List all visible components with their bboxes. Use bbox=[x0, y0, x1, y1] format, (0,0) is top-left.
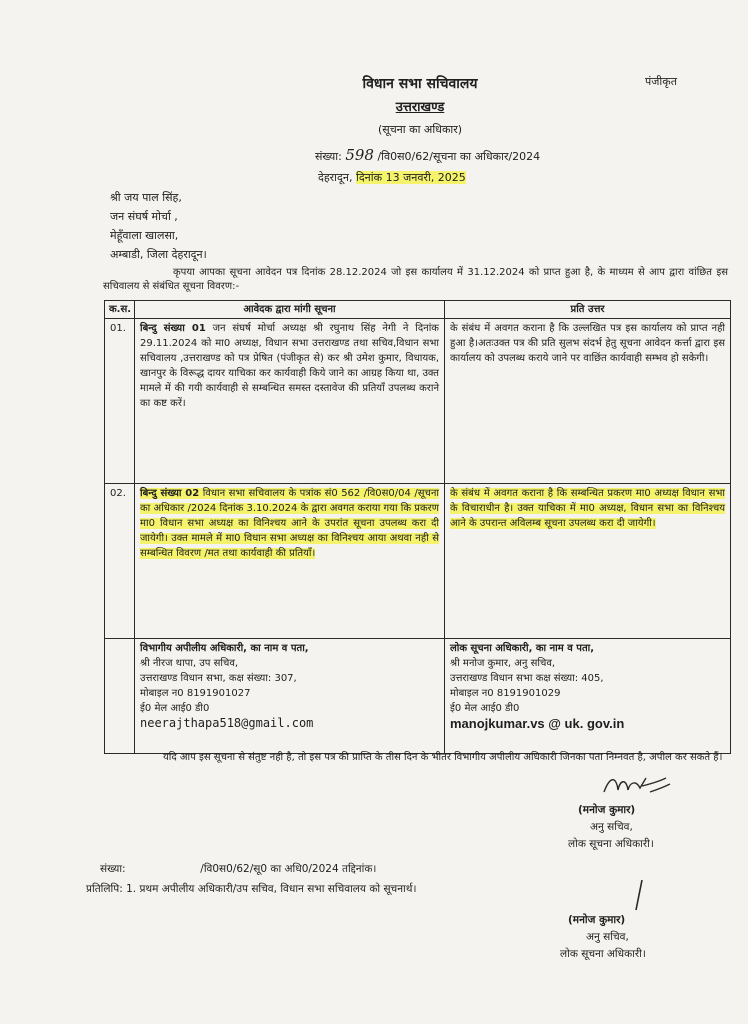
appellate-email-label: ई0 मेल आई0 डी0 bbox=[140, 703, 210, 714]
ref-rest: /वि0स0/62/सूचना का अधिकार/2024 bbox=[377, 150, 541, 163]
query-text: जन संघर्ष मोर्चा अध्यक्ष श्री रघुनाथ सिंह नेगी ने दिनांक 29.11.2024 को मा0 अध्यक्ष, विधान सभा उत्तराखण्ड तथा सचिव,विधान सभा सचिवालय ,उत्तराखण्ड को पत्र प्रेषित (पंजीकृत से) कर श्री उमेश कुमार, विधायक, खानपुर के विरूद्ध दायर याचिका कर कार्यवाही किये जाने का आग्रह किया था, उक्त मामले में की गयी कार्यवाही से सम्बन्धित समस्त दस्तावेज की प्रतियाँ उपलब्ध कराने का कष्ट करें। bbox=[140, 323, 439, 409]
state-title: उत्तराखण्ड bbox=[395, 100, 445, 115]
row-reply: के संबंध में अवगत कराना है कि उल्लखित पत्र इस कार्यालय को प्राप्त नही हुआ है।अतःउक्त पत्र की प्रति सुलभ संदर्भ हेतु सूचना आवेदन कर्त्ता द्वारा इस कार्यालय को उपलब्ध कराये जाने पर वाछिंत कार्यवाही सम्भव हो सकेगी। bbox=[445, 319, 731, 484]
pio-officer-cell bbox=[445, 639, 731, 754]
reference-line bbox=[315, 146, 540, 164]
table-header-row bbox=[105, 301, 731, 319]
office-title: विधान सभा सचिवालय bbox=[362, 76, 478, 92]
appellate-officer-cell bbox=[135, 639, 445, 754]
appellate-title: विभागीय अपीलीय अधिकारी, का नाम व पता, bbox=[140, 643, 309, 654]
footer-ref-rest: /वि0स0/62/सू0 का अधि0/2024 तद्दिनांक। bbox=[200, 863, 377, 875]
copy-line bbox=[86, 882, 416, 896]
row-sn: 02. bbox=[105, 484, 135, 639]
reply-text: के संबंध में अवगत कराना है कि सम्बन्धित प्रकरण मा0 अध्यक्ष विधान सभा के विचाराधीन है। उक्त याचिका में मा0 अध्यक्ष, विधान सभा का विनिश्चय आने के उपरान्त अविलम्ब सूचना उपलब्ध करा दी जायेगी। bbox=[450, 488, 725, 529]
pio-title: लोक सूचना अधिकारी, का नाम व पता, bbox=[450, 643, 595, 654]
appellate-address: उत्तराखण्ड विधान सभा, कक्ष संख्या: 307, bbox=[140, 673, 297, 684]
row-query bbox=[135, 319, 445, 484]
signatory-designation: अनु सचिव, bbox=[590, 821, 633, 833]
table-row bbox=[105, 484, 731, 639]
row-reply bbox=[445, 484, 731, 639]
rti-subtitle: (सूचना का अधिकार) bbox=[377, 123, 463, 136]
footer-ref-label: संख्या: bbox=[100, 863, 126, 875]
copy-label: प्रतिलिपि: 1. bbox=[86, 883, 137, 895]
addressee-line: जन संघर्ष मोर्चा , bbox=[110, 210, 178, 223]
point-label: बिन्दु संख्या 01 bbox=[140, 323, 206, 334]
appeal-paragraph: यदि आप इस सूचना से संतुष्ट नही है, तो इस पत्र की प्राप्ति के तीस दिन के भीतर विभागीय अपीलीय अधिकारी जिनका पता निम्नवत है, अपील कर सकते हैं। bbox=[163, 752, 723, 763]
signatory-name: (मनोज कुमार) bbox=[568, 914, 626, 926]
query-text: विधान सभा सचिवालय के पत्रांक सं0 562 /वि0स0/04 /सूचना का अधिकार /2024 दिनांक 3.10.2024 के द्वारा अवगत कराया गया कि प्रकरण मा0 विधान सभा अध्यक्ष का विनिश्चय आने के उपरांत सूचना उपलब्ध करा दी जायेगी। उक्त मामले में मा0 विधान सभा अध्यक्ष का विनिश्चय आया अथवा नही से सम्बन्धित विवरण /मत तथा कार्यवाही की प्रतियाँ। bbox=[140, 488, 439, 559]
pio-email-label: ई0 मेल आई0 डी0 bbox=[450, 703, 520, 714]
intro-paragraph: कृपया आपका सूचना आवेदन पत्र दिनांक 28.12.2024 जो इस कार्यालय में 31.12.2024 को प्राप्त हुआ है, के माध्यम से आप द्वारा वांछित इस सचिवालय से संबंधित सूचना विवरण:- bbox=[103, 267, 728, 292]
signatory-designation: अनु सचिव, bbox=[586, 931, 629, 943]
signature-icon bbox=[612, 878, 672, 912]
appellate-mobile: मोबाइल न0 8191901027 bbox=[140, 688, 251, 699]
header-query: आवेदक द्वारा मांगी सूचना bbox=[135, 301, 445, 319]
addressee-block bbox=[110, 188, 207, 264]
signature-block bbox=[560, 878, 720, 963]
pio-address: उत्तराखण्ड विधान सभा कक्ष संख्या: 405, bbox=[450, 673, 604, 684]
contact-row bbox=[105, 639, 731, 754]
date-line bbox=[318, 170, 466, 185]
pio-name: श्री मनोज कुमार, अनु सचिव, bbox=[450, 658, 556, 669]
copy-text: प्रथम अपीलीय अधिकारी/उप सचिव, विधान सभा सचिवालय को सूचनार्थ। bbox=[139, 883, 417, 895]
place: देहरादून, bbox=[318, 171, 353, 184]
signature-block bbox=[560, 770, 720, 853]
signatory-role: लोक सूचना अधिकारी। bbox=[560, 948, 646, 960]
footer-reference bbox=[100, 862, 376, 876]
appellate-email[interactable]: neerajthapa518@gmail.com bbox=[140, 716, 314, 730]
ref-number: 598 bbox=[345, 146, 374, 164]
letter-date: दिनांक 13 जनवरी, 2025 bbox=[355, 171, 466, 184]
addressee-line: श्री जय पाल सिंह, bbox=[110, 191, 182, 204]
header-reply: प्रति उत्तर bbox=[445, 301, 731, 319]
point-label: बिन्दु संख्या 02 bbox=[140, 488, 200, 499]
addressee-line: अम्बाडी, जिला देहरादून। bbox=[110, 248, 207, 261]
empty-cell bbox=[105, 639, 135, 754]
pio-mobile: मोबाइल न0 8191901029 bbox=[450, 688, 561, 699]
row-sn: 01. bbox=[105, 319, 135, 484]
signature-icon bbox=[600, 770, 680, 802]
appellate-name: श्री नीरज थापा, उप सचिव, bbox=[140, 658, 239, 669]
addressee-line: मेहूँवाला खालसा, bbox=[110, 229, 179, 242]
row-query bbox=[135, 484, 445, 639]
table-row bbox=[105, 319, 731, 484]
header-sn: क.स. bbox=[105, 301, 135, 319]
information-table bbox=[104, 300, 731, 754]
registered-mark: पंजीकृत bbox=[645, 75, 677, 88]
signatory-name: (मनोज कुमार) bbox=[578, 804, 636, 816]
ref-label: संख्या: bbox=[315, 150, 342, 163]
signatory-role: लोक सूचना अधिकारी। bbox=[568, 838, 654, 850]
pio-email[interactable]: manojkumar.vs @ uk. gov.in bbox=[450, 716, 625, 731]
